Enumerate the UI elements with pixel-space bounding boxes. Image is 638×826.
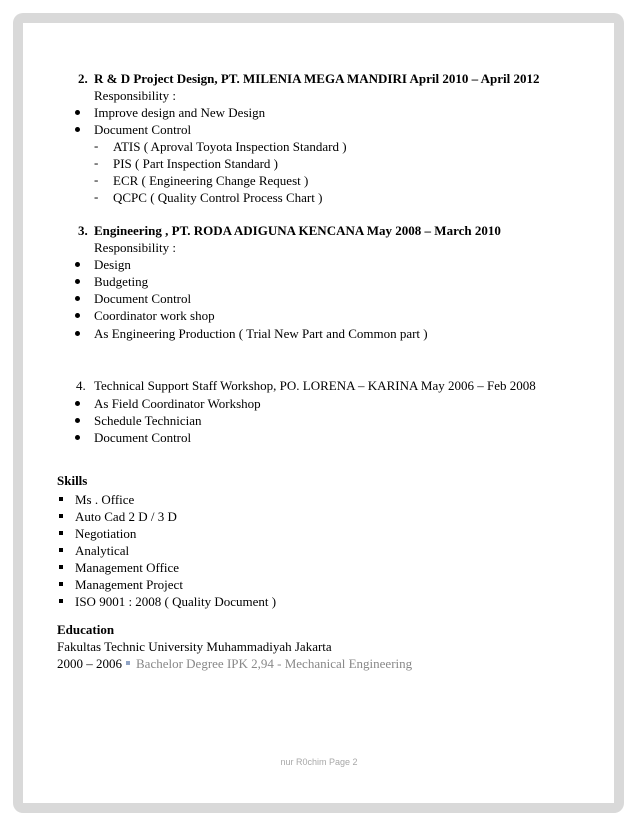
list-item: Design xyxy=(94,257,131,272)
job-heading: Technical Support Staff Workshop, PO. LORENA – KARINA May 2006 – Feb 2008 xyxy=(94,378,536,393)
education-school: Fakultas Technic University Muhammadiyah Jakarta xyxy=(57,639,332,654)
list-item: As Engineering Production ( Trial New Part and Common part ) xyxy=(94,326,428,341)
education-title: Education xyxy=(57,622,115,637)
list-item: Coordinator work shop xyxy=(94,308,215,323)
list-item: Document Control xyxy=(94,430,192,445)
list-item: ATIS ( Aproval Toyota Inspection Standard ) xyxy=(113,139,347,154)
skill-item: Negotiation xyxy=(75,526,137,541)
dash-icon: - xyxy=(94,189,99,204)
square-bullet-icon xyxy=(59,548,63,552)
skill-item: Management Office xyxy=(75,560,180,575)
square-bullet-icon xyxy=(59,531,63,535)
skill-item: ISO 9001 : 2008 ( Quality Document ) xyxy=(75,594,277,609)
skill-item: Analytical xyxy=(75,543,130,558)
dash-icon: - xyxy=(94,155,99,170)
page-footer: nur R0chim Page 2 xyxy=(280,757,358,767)
section-number: 2. xyxy=(78,71,88,86)
bullet-icon xyxy=(75,435,80,440)
dash-icon: - xyxy=(94,172,99,187)
education-years: 2000 – 2006 xyxy=(57,656,122,671)
skills-title: Skills xyxy=(57,473,88,488)
square-bullet-icon xyxy=(59,582,63,586)
skill-item: Ms . Office xyxy=(75,492,135,507)
list-item: As Field Coordinator Workshop xyxy=(94,396,261,411)
square-bullet-icon xyxy=(126,661,130,665)
square-bullet-icon xyxy=(59,497,63,501)
bullet-icon xyxy=(75,401,80,406)
list-item: Document Control xyxy=(94,291,192,306)
bullet-icon xyxy=(75,127,80,132)
bullet-icon xyxy=(75,262,80,267)
section-number: 4. xyxy=(76,378,86,393)
job-heading: R & D Project Design, PT. MILENIA MEGA MANDIRI April 2010 – April 2012 xyxy=(94,71,540,86)
skill-item: Auto Cad 2 D / 3 D xyxy=(75,509,177,524)
skill-item: Management Project xyxy=(75,577,183,592)
education-degree: Bachelor Degree IPK 2,94 - Mechanical Engineering xyxy=(136,656,413,671)
square-bullet-icon xyxy=(59,599,63,603)
bullet-icon xyxy=(75,331,80,336)
section-number: 3. xyxy=(78,223,88,238)
dash-icon: - xyxy=(94,138,99,153)
square-bullet-icon xyxy=(59,514,63,518)
list-item: QCPC ( Quality Control Process Chart ) xyxy=(113,190,323,205)
bullet-icon xyxy=(75,279,80,284)
bullet-icon xyxy=(75,296,80,301)
list-item: Document Control xyxy=(94,122,192,137)
square-bullet-icon xyxy=(59,565,63,569)
job-heading: Engineering , PT. RODA ADIGUNA KENCANA May 2008 – March 2010 xyxy=(94,223,501,238)
bullet-icon xyxy=(75,313,80,318)
responsibility-label: Responsibility : xyxy=(94,88,176,103)
responsibility-label: Responsibility : xyxy=(94,240,176,255)
list-item: Budgeting xyxy=(94,274,149,289)
bullet-icon xyxy=(75,110,80,115)
list-item: Improve design and New Design xyxy=(94,105,266,120)
list-item: PIS ( Part Inspection Standard ) xyxy=(113,156,279,171)
bullet-icon xyxy=(75,418,80,423)
list-item: ECR ( Engineering Change Request ) xyxy=(113,173,309,188)
list-item: Schedule Technician xyxy=(94,413,202,428)
